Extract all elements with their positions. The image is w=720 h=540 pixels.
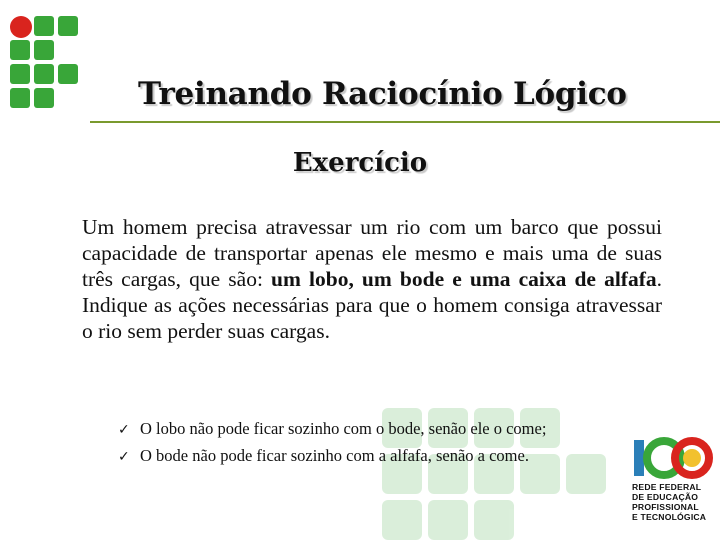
check-icon: ✓ [118, 449, 130, 465]
paragraph-bold-cargo: um lobo, um bode e uma caixa de alfafa [271, 267, 657, 291]
institute-logo-icon [10, 16, 82, 112]
title-divider [90, 121, 720, 123]
emblem-line: REDE FEDERAL [632, 482, 702, 492]
emblem-line: DE EDUCAÇÃO [632, 492, 699, 502]
rules-list [118, 416, 678, 470]
list-item [118, 443, 678, 470]
centenary-100-icon [630, 432, 716, 482]
list-item-text: O lobo não pode ficar sozinho com o bode, senão ele o come; [140, 419, 547, 438]
list-item [118, 416, 678, 443]
page-title: Treinando Raciocínio Lógico [138, 76, 627, 112]
emblem-line: E TECNOLÓGICA [632, 512, 707, 522]
paragraph-text-end: . Indique as ações necessárias para que o homem consiga atravessar o rio sem perder suas cargas. [82, 267, 662, 343]
list-item-text: O bode não pode ficar sozinho com a alfafa, senão a come. [140, 446, 529, 465]
paragraph-text-start: Um homem precisa atravessar um rio com um barco que possui capacidade de transportar apenas ele mesmo e mais uma de suas três cargas, que são: [82, 215, 662, 291]
exercise-paragraph [82, 214, 662, 344]
section-subtitle: Exercício [292, 148, 428, 178]
check-icon: ✓ [118, 422, 130, 438]
federal-network-emblem [630, 432, 716, 536]
emblem-line: PROFISSIONAL [632, 502, 699, 512]
